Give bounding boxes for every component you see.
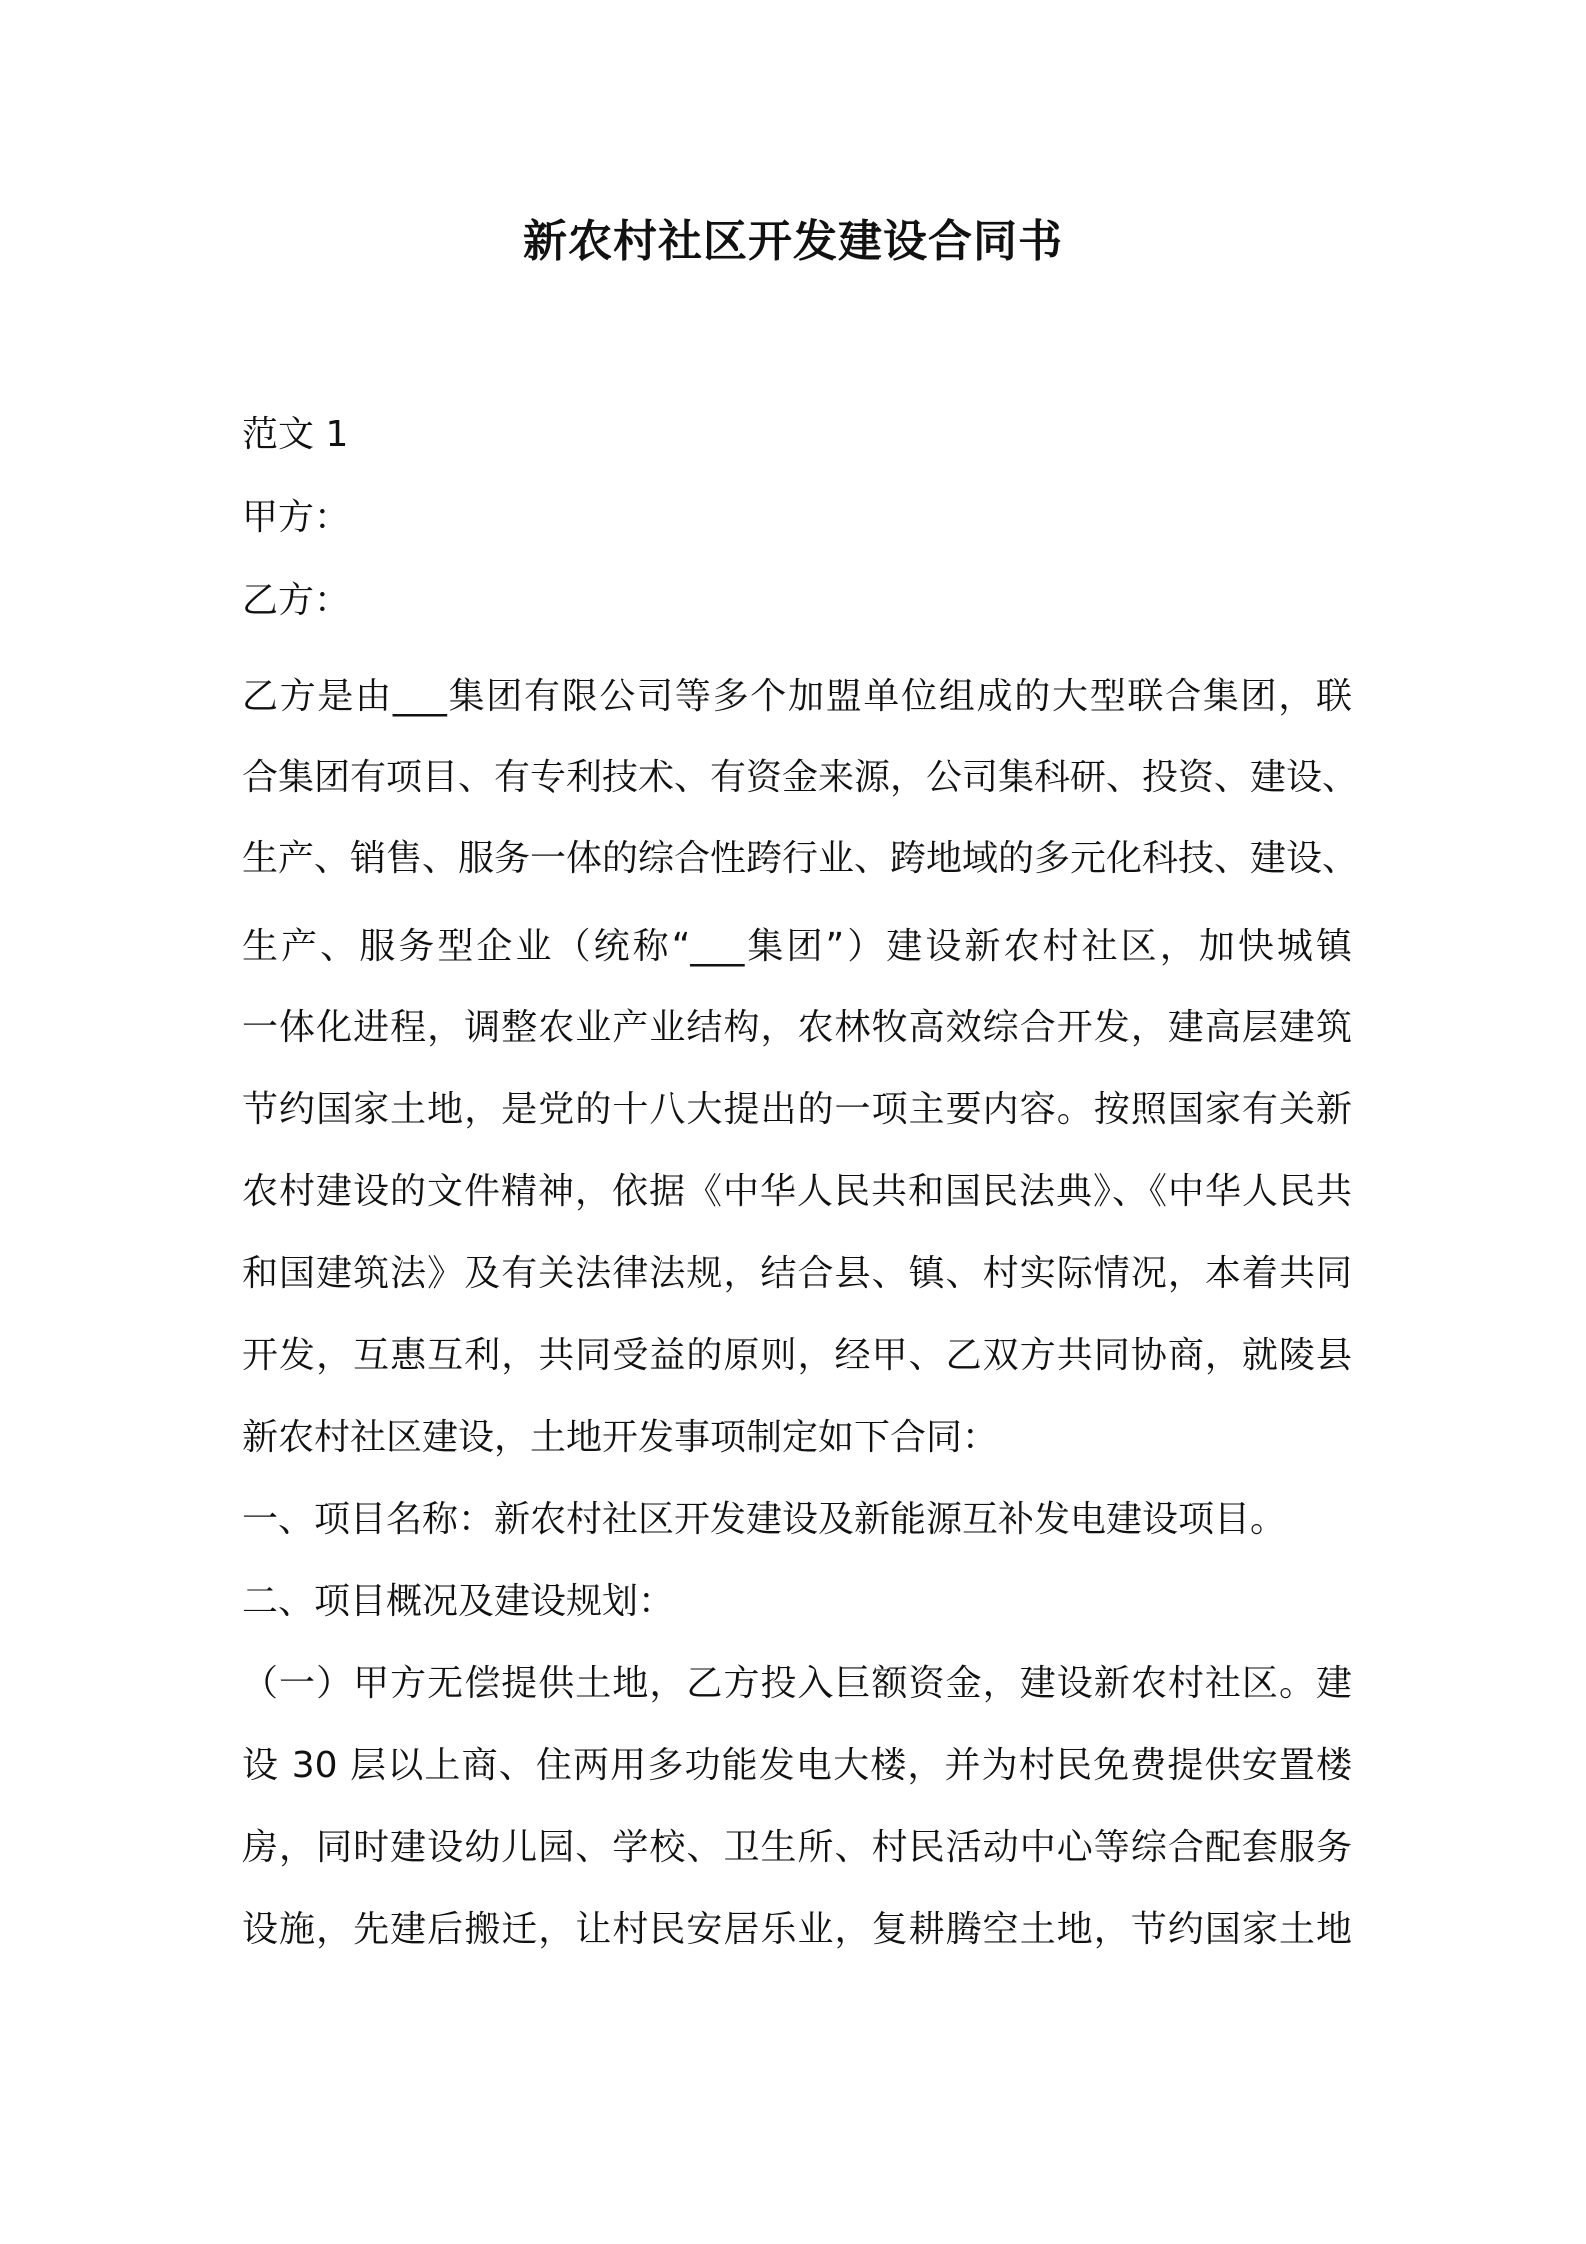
section-one-heading: 一、项目名称：新农村社区开发建设及新能源互补发电建设项目。: [242, 1499, 1287, 1540]
document-title: 新农村社区开发建设合同书: [523, 216, 1063, 267]
body-line: 开发，互惠互利，共同受益的原则，经甲、乙双方共同协商，就陵县: [242, 1335, 1352, 1376]
party-b-label: 乙方：: [242, 580, 351, 621]
body-line: 合集团有项目、有专利技术、有资金来源，公司集科研、投资、建设、: [242, 757, 1359, 798]
body-line: 生产、服务型企业（统称“___集团”）建设新农村社区，加快城镇: [242, 926, 1352, 967]
party-a-label: 甲方：: [242, 497, 351, 538]
body-line: 节约国家土地，是党的十八大提出的一项主要内容。按照国家有关新: [242, 1089, 1352, 1130]
body-line: 农村建设的文件精神，依据《中华人民共和国民法典》、《中华人民共: [242, 1171, 1352, 1212]
body-line: 一体化进程，调整农业产业结构，农林牧高效综合开发，建高层建筑: [242, 1007, 1352, 1048]
body-line: 房，同时建设幼儿园、学校、卫生所、村民活动中心等综合配套服务: [242, 1827, 1352, 1868]
body-line: （一）甲方无偿提供土地，乙方投入巨额资金，建设新农村社区。建: [242, 1663, 1352, 1704]
body-line: 生产、销售、服务一体的综合性跨行业、跨地域的多元化科技、建设、: [242, 838, 1359, 879]
body-line: 新农村社区建设，土地开发事项制定如下合同：: [242, 1417, 999, 1458]
body-line: 乙方是由___集团有限公司等多个加盟单位组成的大型联合集团，联: [242, 676, 1352, 717]
body-line: 设施，先建后搬迁，让村民安居乐业，复耕腾空土地，节约国家土地: [242, 1909, 1352, 1950]
section-two-heading: 二、项目概况及建设规划：: [242, 1581, 675, 1622]
body-line: 和国建筑法》及有关法律法规，结合县、镇、村实际情况，本着共同: [242, 1253, 1352, 1294]
sample-label: 范文 1: [242, 414, 349, 455]
body-line: 设 30 层以上商、住两用多功能发电大楼，并为村民免费提供安置楼: [242, 1745, 1352, 1786]
